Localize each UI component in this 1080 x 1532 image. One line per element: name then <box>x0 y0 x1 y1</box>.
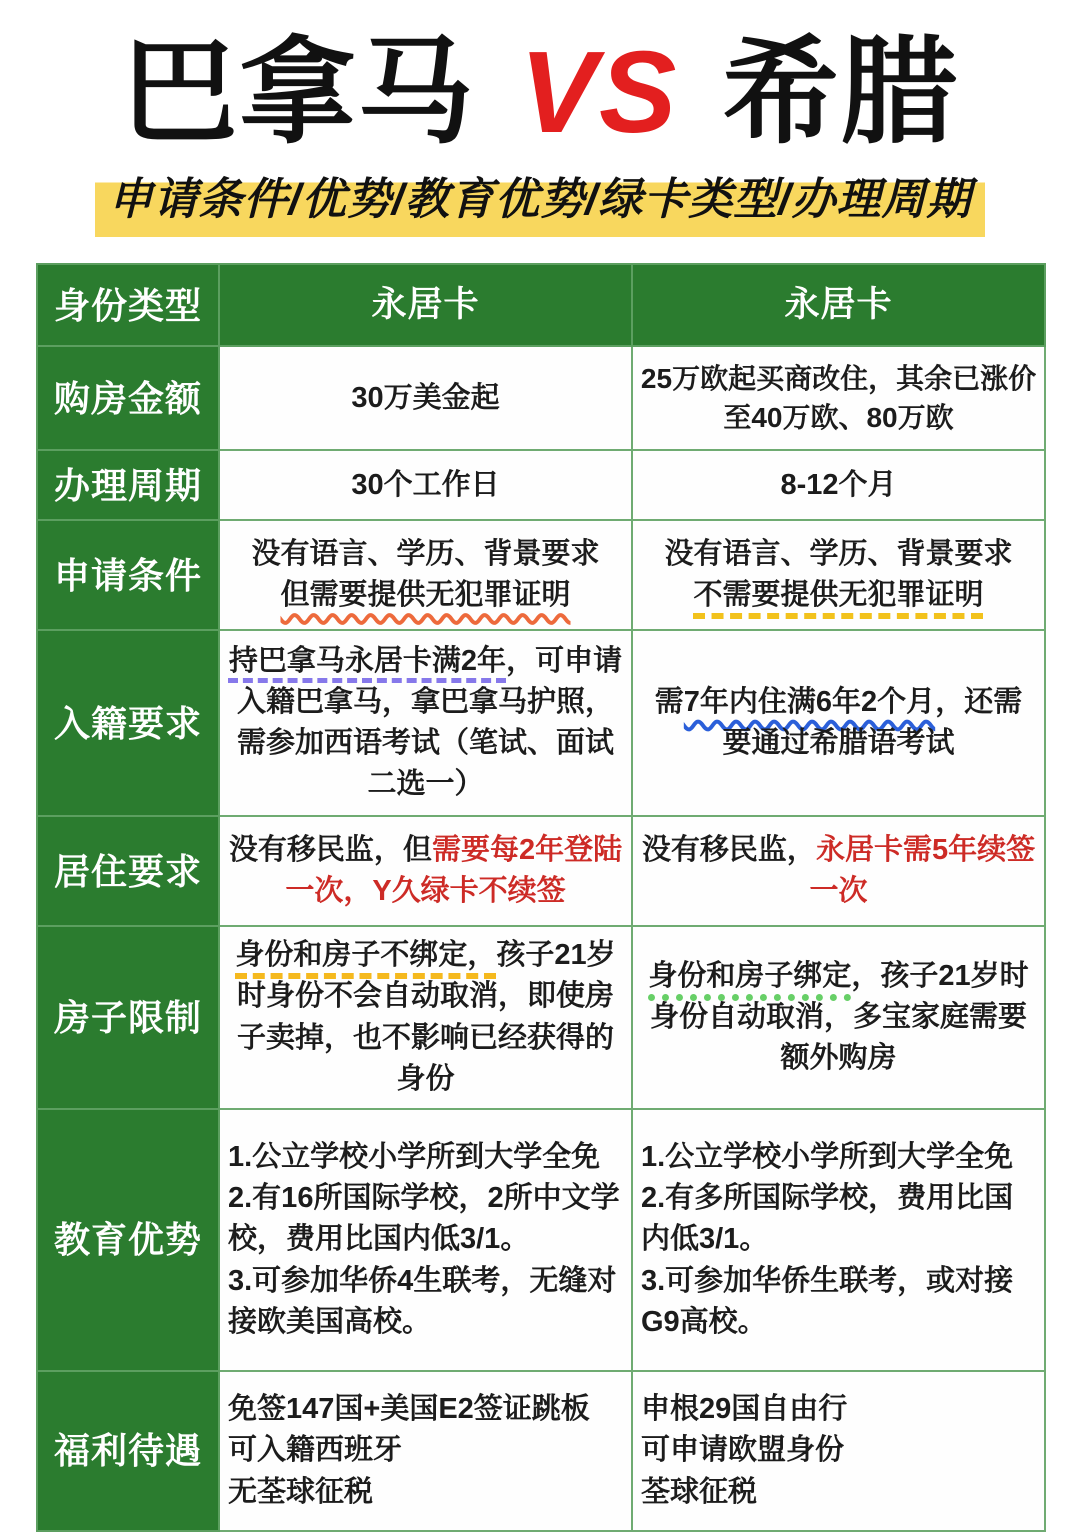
row-label-welfare-benefits: 福利待遇 <box>37 1371 219 1531</box>
house-greece-rest: ，孩子21岁时身份自动取消，多宝家庭需要额外购房 <box>649 959 1029 1075</box>
green-dotted-underline-text: 身份和房子绑定 <box>648 959 852 992</box>
cell-purchase-panama: 30万美金起 <box>219 346 632 450</box>
subtitle-row <box>0 161 1080 237</box>
yellow-dashed-underline-text: 不需要提供无犯罪证明 <box>693 579 984 612</box>
title-country-right: 希腊 <box>722 27 959 157</box>
row-label-purchase-amount: 购房金额 <box>37 346 219 450</box>
cell-benefits-greece <box>632 1371 1045 1531</box>
education-panama-item: 3.可参加华侨4生联考，无缝对接欧美国高校。 <box>228 1264 617 1338</box>
conditions-panama-line2 <box>228 575 623 616</box>
table-row-processing-period <box>37 450 1045 520</box>
conditions-panama-line1: 没有语言、学历、背景要求 <box>251 538 600 571</box>
table-row-house-restriction <box>37 926 1045 1109</box>
education-panama-item: 1.公立学校小学所到大学全免 <box>228 1141 601 1174</box>
purchase-greece-line2: 至40万欧、80万欧 <box>723 402 954 434</box>
cell-identity-greece: 永居卡 <box>632 264 1045 346</box>
table-row-welfare-benefits <box>37 1371 1045 1531</box>
cell-identity-panama: 永居卡 <box>219 264 632 346</box>
cell-house-greece <box>632 926 1045 1109</box>
benefits-greece-item: 申根29国自由行 <box>641 1393 848 1426</box>
cell-period-greece: 8-12个月 <box>632 450 1045 520</box>
cell-conditions-greece <box>632 520 1045 630</box>
title-vs: VS <box>519 27 679 157</box>
education-greece-item: 1.公立学校小学所到大学全免 <box>641 1141 1014 1174</box>
residency-panama-red: 需要每2年登陆一次，Y久绿卡不续签 <box>285 834 623 908</box>
benefits-panama-item: 免签147国+美国E2签证跳板 <box>228 1393 590 1426</box>
residency-panama-black: 没有移民监，但 <box>228 834 432 867</box>
cell-education-panama <box>219 1109 632 1371</box>
row-label-residency-requirement: 居住要求 <box>37 816 219 926</box>
table-row-application-conditions <box>37 520 1045 630</box>
cell-naturalization-greece <box>632 630 1045 816</box>
naturalization-greece-rest: ，还需要通过希腊语考试 <box>722 686 1023 760</box>
naturalization-greece-prefix: 需 <box>654 686 684 719</box>
benefits-greece-item: 可申请欧盟身份 <box>641 1434 845 1467</box>
page-title <box>0 27 1080 157</box>
table-row-identity-type <box>37 264 1045 346</box>
cell-benefits-panama <box>219 1371 632 1531</box>
cell-naturalization-panama <box>219 630 632 816</box>
residency-greece-red: 永居卡需5年续签一次 <box>809 834 1036 908</box>
row-label-naturalization: 入籍要求 <box>37 630 219 816</box>
table-row-naturalization <box>37 630 1045 816</box>
benefits-panama-item: 可入籍西班牙 <box>228 1434 403 1467</box>
table-row-residency-requirement <box>37 816 1045 926</box>
comparison-table <box>36 263 1046 1532</box>
row-label-identity-type: 身份类型 <box>37 264 219 346</box>
benefits-greece-item: 荃球征税 <box>641 1475 758 1508</box>
table-row-education-advantages <box>37 1109 1045 1371</box>
purchase-greece-line1: 25万欧起买商改住，其余已涨价 <box>640 362 1037 394</box>
cell-period-panama: 30个工作日 <box>219 450 632 520</box>
row-label-education-advantages: 教育优势 <box>37 1109 219 1371</box>
naturalization-panama-rest: ，可申请入籍巴拿马，拿巴拿马护照，需参加西语考试（笔试、面试二选一） <box>236 644 623 801</box>
title-country-left: 巴拿马 <box>121 27 476 157</box>
orange-wavy-underline-text: 但需要提供无犯罪证明 <box>280 579 571 612</box>
residency-greece-black: 没有移民监， <box>641 834 816 867</box>
blue-wavy-underline-text: 7年内住满6年2个月 <box>683 686 936 719</box>
cell-education-greece <box>632 1109 1045 1371</box>
conditions-greece-line1: 没有语言、学历、背景要求 <box>664 538 1013 571</box>
row-label-house-restriction: 房子限制 <box>37 926 219 1109</box>
education-panama-item: 2.有16所国际学校，2所中文学校，费用比国内低3/1。 <box>228 1182 620 1256</box>
education-greece-item: 3.可参加华侨生联考，或对接G9高校。 <box>641 1264 1014 1338</box>
row-label-processing-period: 办理周期 <box>37 450 219 520</box>
house-panama-rest: 孩子21岁时身份不会自动取消，即使房子卖掉，也不影响已经获得的身份 <box>236 939 616 1095</box>
cell-residency-panama <box>219 816 632 926</box>
purple-dashed-underline-text: 持巴拿马永居卡满2年 <box>228 644 507 677</box>
conditions-greece-line2 <box>641 575 1036 616</box>
subtitle-highlight: 申请条件/优势/教育优势/绿卡类型/办理周期 <box>95 161 986 237</box>
cell-purchase-greece <box>632 346 1045 450</box>
cell-residency-greece <box>632 816 1045 926</box>
row-label-application-conditions: 申请条件 <box>37 520 219 630</box>
cell-house-panama <box>219 926 632 1109</box>
cell-conditions-panama <box>219 520 632 630</box>
gold-dashed-underline-text: 身份和房子不绑定， <box>235 939 497 972</box>
benefits-panama-item: 无荃球征税 <box>228 1475 374 1508</box>
table-row-purchase-amount <box>37 346 1045 450</box>
education-greece-item: 2.有多所国际学校，费用比国内低3/1。 <box>641 1182 1014 1256</box>
